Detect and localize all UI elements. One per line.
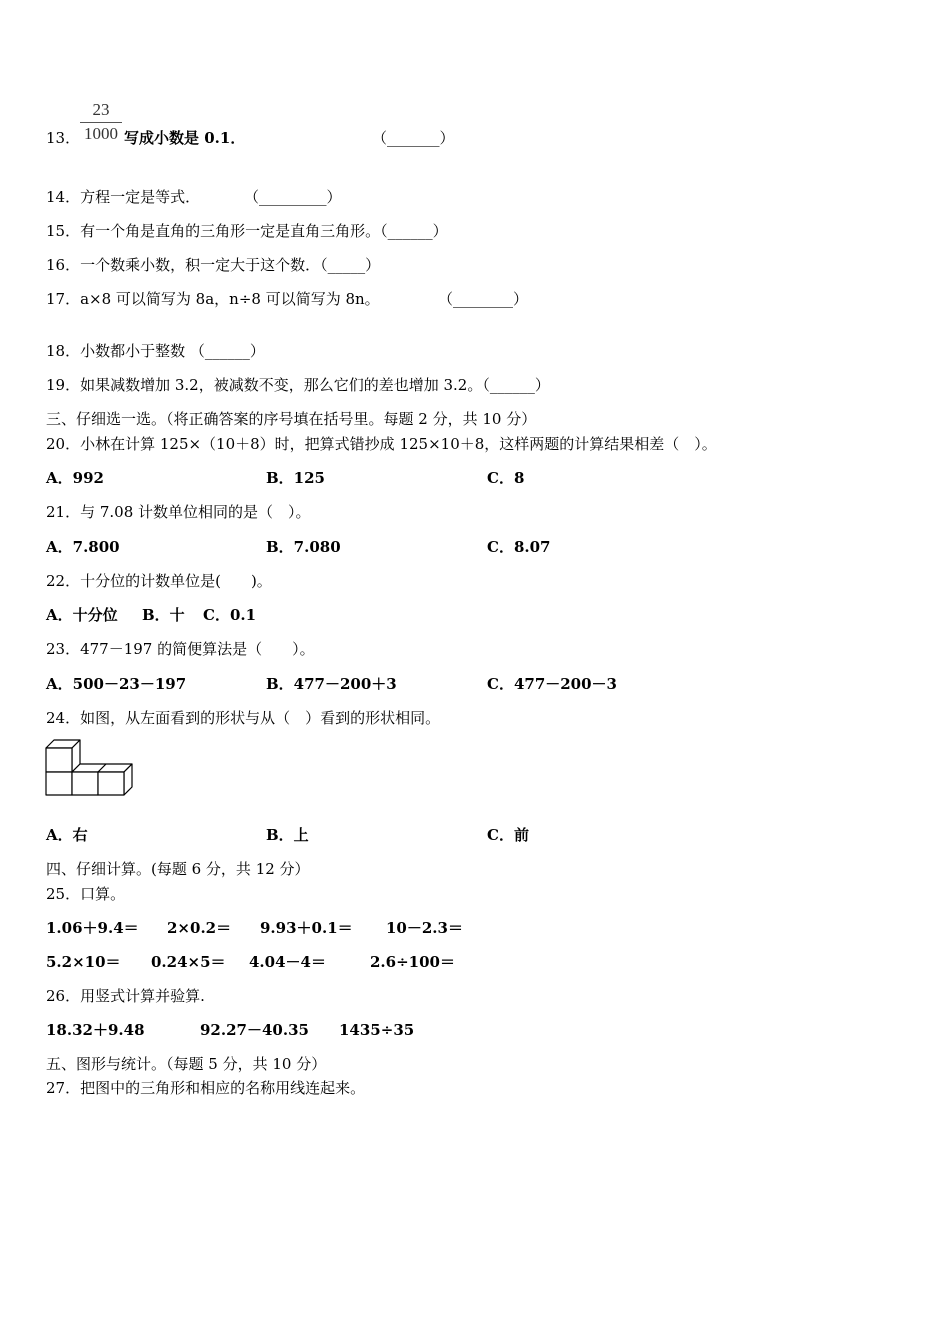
q24-text: 24．如图，从左面看到的形状与从（ ）看到的形状相同。 xyxy=(46,709,441,727)
q22-option-c[interactable]: C．0.1 xyxy=(203,606,257,624)
q20-option-a[interactable]: A．992 xyxy=(46,469,104,487)
q25-r2-item-2: 0.24×5＝ xyxy=(151,953,226,971)
q23-option-a[interactable]: A．500－23－197 xyxy=(46,675,187,693)
q22-text: 22．十分位的计数单位是( )。 xyxy=(46,572,272,590)
q20-option-b[interactable]: B．125 xyxy=(266,469,325,487)
q21-option-b[interactable]: B．7.080 xyxy=(266,538,341,556)
q13-number: 13． xyxy=(46,129,81,147)
q21-text: 21．与 7.08 计数单位相同的是（ ）。 xyxy=(46,503,311,521)
section4-heading: 四、仔细计算。(每题 6 分，共 12 分） xyxy=(46,860,310,878)
fraction-23-over-1000 xyxy=(80,100,122,144)
q17-answer-blank[interactable]: （________） xyxy=(438,290,529,308)
q25-text: 25．口算。 xyxy=(46,885,126,903)
q16-text: 16．一个数乘小数，积一定大于这个数．（_____） xyxy=(46,256,381,274)
q18-text: 18．小数都小于整数 （______） xyxy=(46,342,265,360)
q25-r1-item-4: 10－2.3＝ xyxy=(386,919,463,937)
bottom-cube-1 xyxy=(46,772,72,795)
q25-r1-item-2: 2×0.2＝ xyxy=(167,919,232,937)
q13-answer-blank[interactable]: （_______） xyxy=(372,129,455,147)
bottom-cube-3 xyxy=(98,772,124,795)
q24-option-b[interactable]: B．上 xyxy=(266,826,309,844)
stacked-cubes-figure xyxy=(44,737,136,797)
q17-text: 17．a×8 可以简写为 8a，n÷8 可以简写为 8n。 xyxy=(46,290,380,308)
q25-r2-item-4: 2.6÷100＝ xyxy=(370,953,455,971)
q22-option-b[interactable]: B．十 xyxy=(142,606,185,624)
q27-text: 27．把图中的三角形和相应的名称用线连起来。 xyxy=(46,1079,366,1097)
fraction-numerator: 23 xyxy=(92,100,110,119)
q25-r1-item-3: 9.93＋0.1＝ xyxy=(260,919,353,937)
q20-option-c[interactable]: C．8 xyxy=(487,469,525,487)
q23-text: 23．477－197 的简便算法是（ ）。 xyxy=(46,640,315,658)
cube-front-face xyxy=(46,748,72,772)
fraction-denominator: 1000 xyxy=(84,124,118,143)
q26-item-2: 92.27－40.35 xyxy=(200,1021,309,1039)
q25-r1-item-1: 1.06＋9.4＝ xyxy=(46,919,139,937)
q25-r2-item-1: 5.2×10＝ xyxy=(46,953,121,971)
section5-heading: 五、图形与统计。（每题 5 分，共 10 分） xyxy=(46,1055,327,1073)
q22-option-a[interactable]: A．十分位 xyxy=(46,606,118,624)
q26-item-3: 1435÷35 xyxy=(339,1021,415,1039)
q26-text: 26．用竖式计算并验算. xyxy=(46,987,205,1005)
q14-answer-blank[interactable]: （_________） xyxy=(244,188,342,206)
q21-option-c[interactable]: C．8.07 xyxy=(487,538,551,556)
fraction-bar xyxy=(80,122,122,123)
section3-heading: 三、仔细选一选。（将正确答案的序号填在括号里。每题 2 分，共 10 分） xyxy=(46,410,537,428)
q23-option-c[interactable]: C．477－200－3 xyxy=(487,675,617,693)
q23-option-b[interactable]: B．477－200＋3 xyxy=(266,675,397,693)
q15-text: 15．有一个角是直角的三角形一定是直角三角形。（______） xyxy=(46,222,448,240)
q13-text: 写成小数是 0.1． xyxy=(124,129,246,147)
q25-r2-item-3: 4.04－4＝ xyxy=(249,953,326,971)
q21-option-a[interactable]: A．7.800 xyxy=(46,538,120,556)
q20-text: 20．小林在计算 125×（10＋8）时，把算式错抄成 125×10＋8，这样两题的计算结果相差（ ）。 xyxy=(46,435,717,453)
q19-text: 19．如果减数增加 3.2，被减数不变，那么它们的差也增加 3.2。（______） xyxy=(46,376,550,394)
q26-item-1: 18.32＋9.48 xyxy=(46,1021,145,1039)
q14-text: 14．方程一定是等式． xyxy=(46,188,201,206)
q24-option-c[interactable]: C．前 xyxy=(487,826,529,844)
bottom-cube-2 xyxy=(72,772,98,795)
q24-option-a[interactable]: A．右 xyxy=(46,826,88,844)
